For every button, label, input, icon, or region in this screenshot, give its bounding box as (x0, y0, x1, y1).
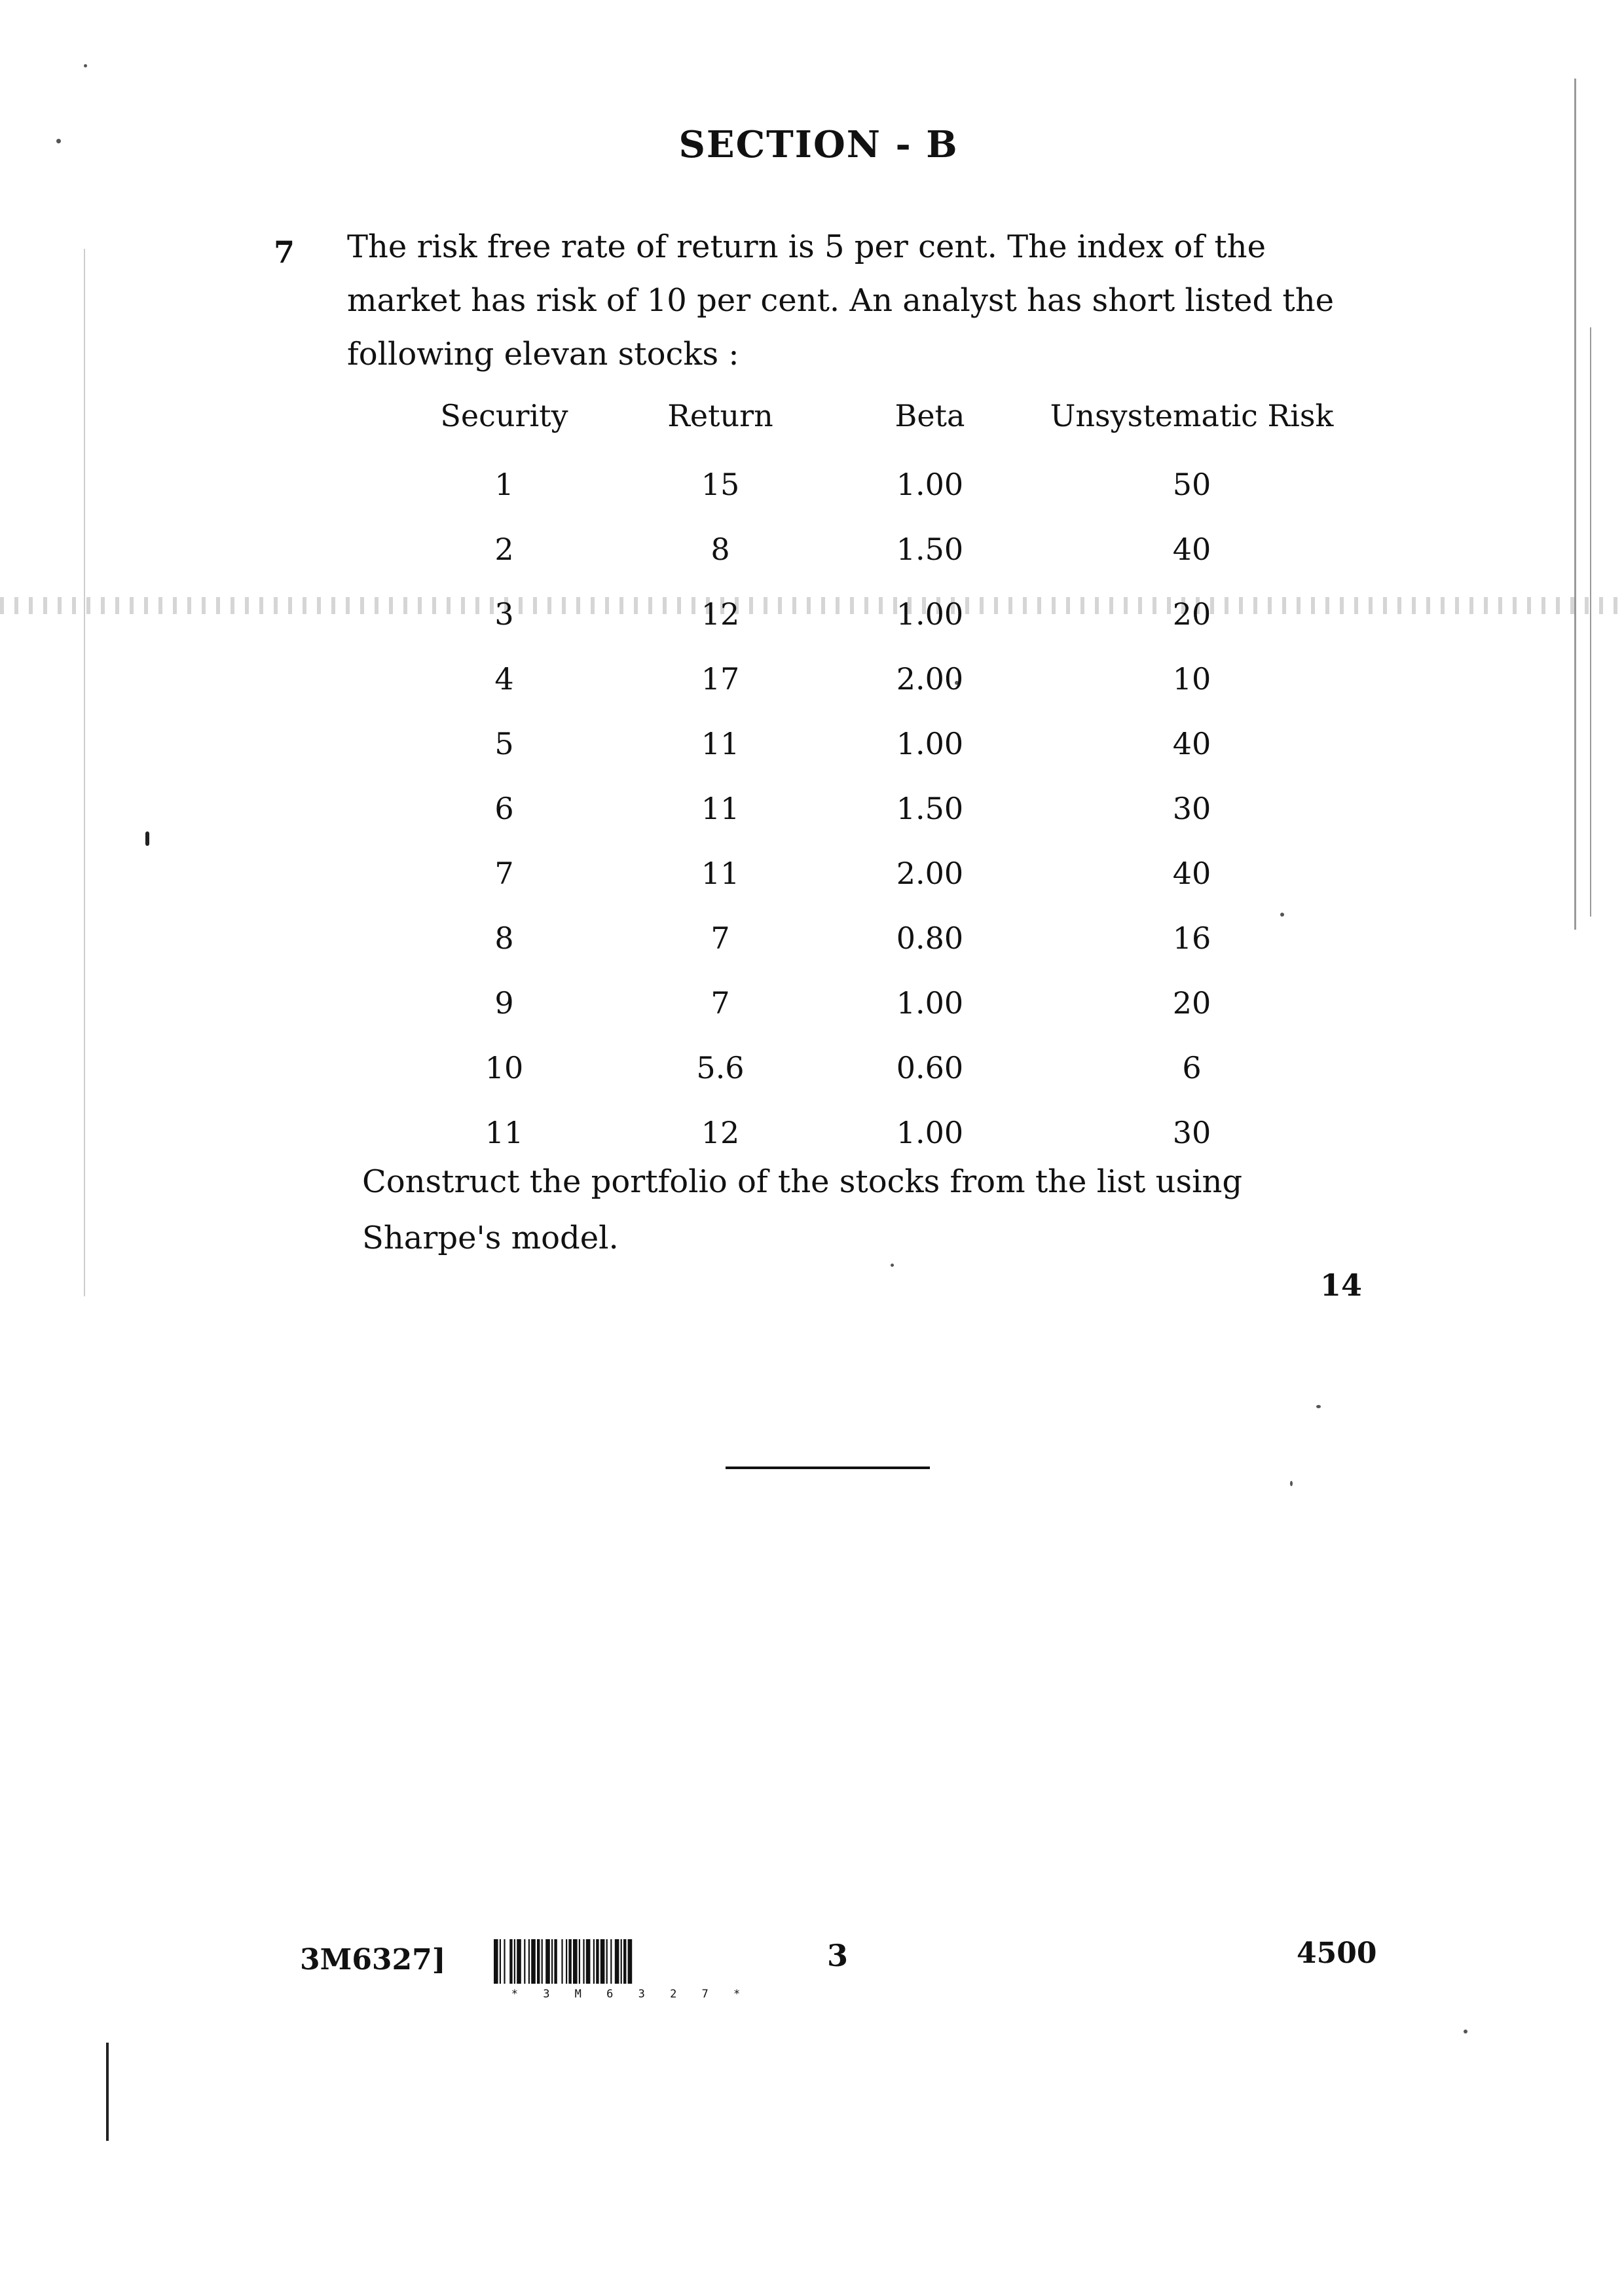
cell-return: 5.6 (696, 1049, 745, 1085)
scan-speck (145, 831, 149, 846)
header-beta: Beta (895, 398, 965, 433)
scan-edge-line (106, 2043, 109, 2141)
cell-unsystematic-risk: 10 (1172, 661, 1211, 697)
barcode-bar (551, 1939, 553, 1984)
cell-return: 17 (701, 661, 740, 697)
cell-beta: 0.60 (896, 1049, 964, 1085)
cell-return: 12 (701, 596, 740, 632)
barcode-bar (528, 1939, 530, 1984)
header-unsystematic-risk: Unsystematic Risk (1050, 398, 1334, 433)
barcode-bar (596, 1939, 599, 1984)
cell-unsystematic-risk: 40 (1172, 531, 1211, 567)
cell-security: 10 (485, 1049, 524, 1085)
cell-unsystematic-risk: 30 (1172, 1114, 1211, 1150)
page-number: 3 (827, 1938, 849, 1973)
end-of-paper-rule (726, 1467, 930, 1469)
table-row (406, 581, 1362, 646)
cell-unsystematic-risk: 40 (1172, 855, 1211, 891)
table-row (406, 452, 1362, 517)
scan-speck (1316, 1405, 1321, 1408)
cell-return: 15 (701, 466, 740, 502)
cell-beta: 1.00 (896, 596, 964, 632)
cell-security: 1 (494, 466, 514, 502)
scan-speck (84, 64, 87, 67)
barcode-bar (568, 1939, 571, 1984)
barcode-bar (514, 1939, 515, 1984)
barcode-bar (573, 1939, 578, 1984)
cell-return: 11 (701, 855, 740, 891)
scan-speck (1464, 2030, 1467, 2033)
table-row (406, 517, 1362, 581)
barcode-bar (509, 1939, 512, 1984)
barcode-bar (545, 1939, 550, 1984)
cell-security: 2 (494, 531, 514, 567)
copies-count: 4500 (1297, 1937, 1377, 1970)
cell-beta: 1.00 (896, 466, 964, 502)
barcode-bar (561, 1939, 563, 1984)
cell-unsystematic-risk: 16 (1172, 920, 1211, 956)
cell-return: 7 (710, 985, 730, 1021)
cell-beta: 1.00 (896, 985, 964, 1021)
question-number: 7 (274, 234, 295, 270)
header-security: Security (440, 398, 568, 433)
barcode-bar (531, 1939, 536, 1984)
barcode-text: * 3 M 6 3 2 7 * (511, 1988, 750, 2001)
cell-beta: 0.80 (896, 920, 964, 956)
table-row (406, 905, 1362, 970)
barcode-bar (621, 1939, 622, 1984)
question-marks: 14 (1320, 1267, 1362, 1303)
cell-security: 9 (494, 985, 514, 1021)
barcode-bar (615, 1939, 619, 1984)
barcode-bar (524, 1939, 525, 1984)
table-row (406, 970, 1362, 1035)
paper-code: 3M6327] (300, 1943, 446, 1977)
barcode-bar (583, 1939, 584, 1984)
scan-edge-line (1574, 79, 1576, 930)
barcode-bar (600, 1939, 605, 1984)
table-row (406, 711, 1362, 776)
barcode-bar (593, 1939, 595, 1984)
cell-unsystematic-risk: 50 (1172, 466, 1211, 502)
cell-return: 11 (701, 790, 740, 826)
table-row (406, 841, 1362, 905)
barcode-bar (610, 1939, 612, 1984)
table-row (406, 646, 1362, 711)
cell-security: 5 (494, 725, 514, 761)
securities-table (406, 380, 1362, 1165)
barcode-bar (542, 1939, 543, 1984)
cell-beta: 1.00 (896, 725, 964, 761)
cell-beta: 2.00 (896, 855, 964, 891)
cell-return: 11 (701, 725, 740, 761)
scan-edge-line (84, 249, 85, 1296)
cell-beta: 1.50 (896, 531, 964, 567)
barcode-bar (566, 1939, 567, 1984)
barcode-bar (500, 1939, 501, 1984)
table-row (406, 776, 1362, 841)
cell-beta: 2.00 (896, 661, 964, 697)
cell-beta: 1.00 (896, 1114, 964, 1150)
section-title: SECTION - B (678, 123, 959, 166)
barcode (491, 1938, 769, 2003)
cell-unsystematic-risk: 20 (1172, 596, 1211, 632)
barcode-bar (554, 1939, 557, 1984)
table-header-row (406, 380, 1362, 452)
scan-speck (1290, 1481, 1293, 1486)
cell-security: 4 (494, 661, 514, 697)
scan-edge-line (1590, 327, 1591, 917)
header-return: Return (667, 398, 773, 433)
cell-beta: 1.50 (896, 790, 964, 826)
barcode-bar (517, 1939, 521, 1984)
question-instruction: Construct the portfolio of the stocks from the list using Sharpe's model. (362, 1163, 1243, 1256)
barcode-bar (579, 1939, 580, 1984)
barcode-bar (606, 1939, 608, 1984)
table-row (406, 1035, 1362, 1100)
cell-security: 8 (494, 920, 514, 956)
cell-security: 6 (494, 790, 514, 826)
cell-unsystematic-risk: 6 (1182, 1049, 1202, 1085)
cell-return: 8 (710, 531, 730, 567)
cell-return: 7 (710, 920, 730, 956)
cell-unsystematic-risk: 30 (1172, 790, 1211, 826)
barcode-bar (586, 1939, 591, 1984)
cell-unsystematic-risk: 40 (1172, 725, 1211, 761)
question-text: The risk free rate of return is 5 per cent. The index of the market has risk of 10 per cent. An analyst has short listed the following elevan stocks : (347, 228, 1335, 373)
cell-security: 3 (494, 596, 514, 632)
cell-return: 12 (701, 1114, 740, 1150)
cell-security: 11 (485, 1114, 524, 1150)
cell-security: 7 (494, 855, 514, 891)
barcode-bar (628, 1939, 633, 1984)
barcode-bar (537, 1939, 540, 1984)
cell-unsystematic-risk: 20 (1172, 985, 1211, 1021)
barcode-bar (504, 1939, 505, 1984)
barcode-bar (494, 1939, 498, 1984)
barcode-bar (623, 1939, 626, 1984)
